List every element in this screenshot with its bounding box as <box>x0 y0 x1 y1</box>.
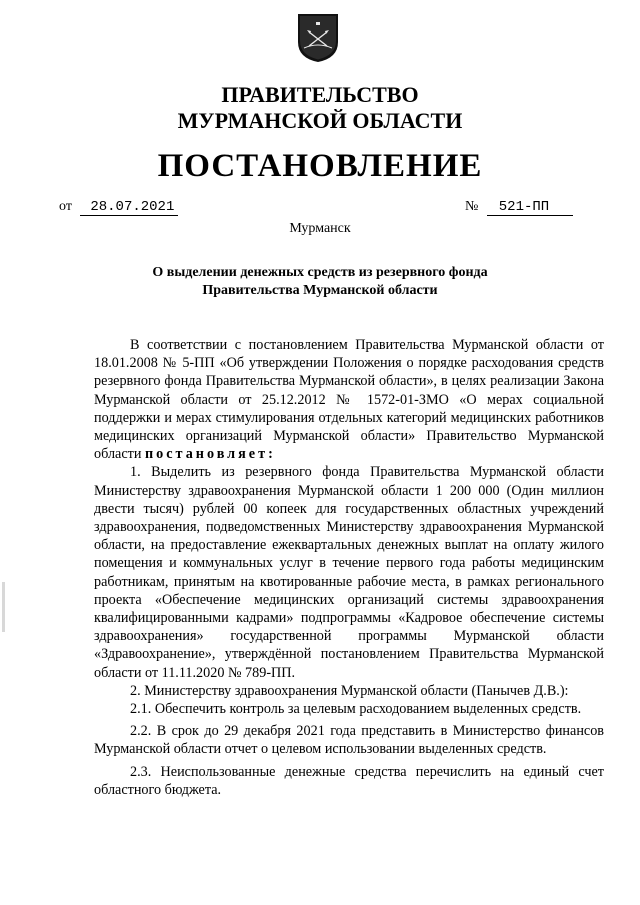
paragraph-2-3: 2.3. Неиспользованные денежные средства перечислить на единый счет областного бюджета. <box>94 763 604 798</box>
number-value: 521-ПП <box>487 199 573 216</box>
date-label: от <box>59 199 72 214</box>
document-date <box>59 199 178 216</box>
government-title-line2: МУРМАНСКОЙ ОБЛАСТИ <box>177 108 463 133</box>
paragraph-2-2: 2.2. В срок до 29 декабря 2021 года представить в Министерство финансов Мурманской области отчет о целевом использовании выделенных средств. <box>94 723 604 758</box>
preamble-text: В соответствии с постановлением Правительства Мурманской области от 18.01.2008 № 5-ПП «Об утверждении Положения о порядке расходования средств резервного фонда Правительства Мурманской области», в целях реализации Закона Мурманской области от 25.12.2012 № 1572-01-ЗМО «О мерах социальной поддержки и мерах стимулирования отдельных категорий медицинских работников медицинских организаций Мурманской области» Правительство Мурманской области <box>94 337 604 463</box>
subject-line1: О выделении денежных средств из резервного фонда <box>152 265 488 280</box>
number-label: № <box>465 199 479 214</box>
date-value: 28.07.2021 <box>80 199 178 216</box>
subject-line2: Правительства Мурманской области <box>202 283 438 298</box>
scan-edge-mark <box>2 582 5 632</box>
document-subject <box>0 264 640 300</box>
document-body <box>94 336 604 799</box>
paragraph-1: 1. Выделить из резервного фонда Правительства Мурманской области Министерству здравоохранения Мурманской области 1 200 000 (Один миллион двести тысяч) рублей 00 копеек для государственных областных учреждений здравоохранения, подведомственных Министерству здравоохранения Мурманской области, на предоставление ежеквартальных денежных выплат на оплату жилого помещения и коммунальных услуг в течение первого года работы медицинским работникам, принятым на квотированные рабочие места, в рамках регионального проекта «Обеспечение медицинских организаций системы здравоохранения квалифицированными кадрами» подпрограммы «Кадровое обеспечение системы здравоохранения» государственной программы Мурманской области «Здравоохранение», утверждённой постановлением Правительства Мурманской области от 11.11.2020 № 789-ПП. <box>94 464 604 681</box>
paragraph-2-1: 2.1. Обеспечить контроль за целевым расходованием выделенных средств. <box>130 701 582 718</box>
city-name: Мурманск <box>289 221 351 236</box>
government-title <box>0 82 640 134</box>
preamble-paragraph <box>94 336 604 463</box>
coat-of-arms-icon <box>296 12 340 64</box>
government-title-line1: ПРАВИТЕЛЬСТВО <box>221 82 419 107</box>
preamble-keyword: постановляет: <box>144 446 276 463</box>
document-number <box>465 199 573 216</box>
document-type: ПОСТАНОВЛЕНИЕ <box>157 148 483 184</box>
paragraph-2: 2. Министерству здравоохранения Мурманской области (Панычев Д.В.): <box>130 682 569 699</box>
